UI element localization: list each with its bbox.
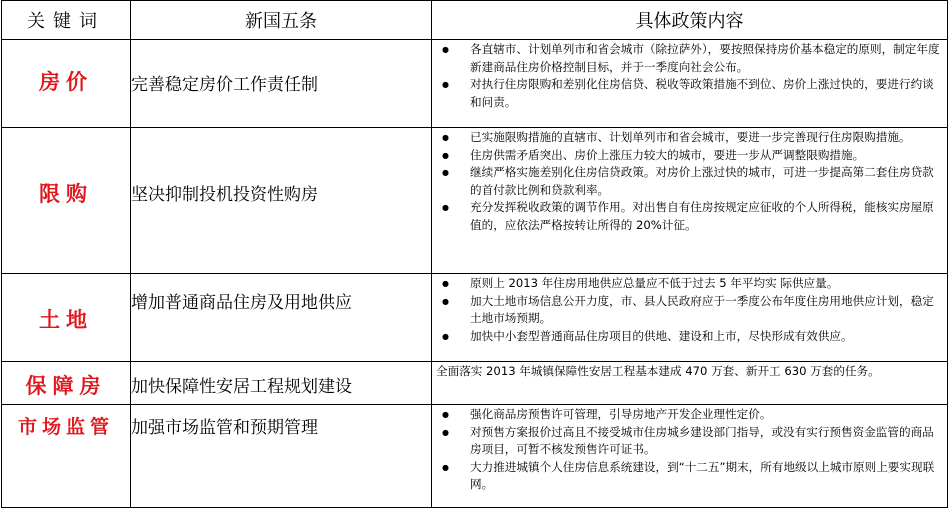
detail-cell xyxy=(432,362,948,405)
detail-item: ● 加大土地市场信息公开力度，市、县人民政府应于一季度公布年度住房用地供应计划，稳定土地市场预期。 xyxy=(432,293,947,328)
header-policy-detail: 具体政策内容 xyxy=(432,1,948,40)
header-row xyxy=(2,1,948,40)
detail-cell xyxy=(432,40,948,128)
detail-item: ● 各直辖市、计划单列市和省会城市（除拉萨外），要按照保持房价基本稳定的原则，制定年度新建商品住房价格控制目标，并于一季度向社会公布。 xyxy=(432,41,947,76)
keyword-cell xyxy=(2,128,131,274)
keyword-label: 市场监管 xyxy=(17,416,114,438)
measure-cell xyxy=(131,40,432,128)
detail-list xyxy=(432,41,947,111)
header-keyword: 关键词 xyxy=(2,1,131,40)
table-row xyxy=(2,128,948,274)
detail-item: ● 大力推进城镇个人住房信息系统建设，到“十二五”期末，所有地级以上城市原则上要实现联网。 xyxy=(432,459,947,494)
detail-cell xyxy=(432,128,948,274)
detail-list xyxy=(432,275,947,345)
detail-item: ● 加快中小套型普通商品住房项目的供地、建设和上市，尽快形成有效供应。 xyxy=(432,328,947,346)
measure-label: 加快保障性安居工程规划建设 xyxy=(131,377,352,397)
table-row xyxy=(2,362,948,405)
detail-item: ● 强化商品房预售许可管理，引导房地产开发企业理性定价。 xyxy=(432,406,947,424)
policy-table xyxy=(1,0,948,508)
table-row xyxy=(2,405,948,508)
table-row xyxy=(2,40,948,128)
table-row xyxy=(2,274,948,362)
measure-cell xyxy=(131,128,432,274)
detail-list xyxy=(432,406,947,494)
measure-cell xyxy=(131,274,432,362)
header-five-measures: 新国五条 xyxy=(131,1,432,40)
measure-label: 完善稳定房价工作责任制 xyxy=(131,75,318,95)
measure-label: 坚决抑制投机投资性购房 xyxy=(131,185,318,205)
measure-label: 加强市场监管和预期管理 xyxy=(131,418,318,438)
detail-cell xyxy=(432,274,948,362)
keyword-label: 房价 xyxy=(39,69,93,94)
detail-item: ● 已实施限购措施的直辖市、计划单列市和省会城市，要进一步完善现行住房限购措施。 xyxy=(432,129,947,147)
detail-cell xyxy=(432,405,948,508)
detail-item: ● 原则上 2013 年住房用地供应总量应不低于过去 5 年平均实 际供应量。 xyxy=(432,275,947,293)
measure-label: 增加普通商品住房及用地供应 xyxy=(131,293,352,313)
keyword-cell xyxy=(2,40,131,128)
detail-item: ● 对执行住房限购和差别化住房信贷、税收等政策措施不到位、房价上涨过快的，要进行约谈和问责。 xyxy=(432,76,947,111)
detail-item: ● 住房供需矛盾突出、房价上涨压力较大的城市，要进一步从严调整限购措施。 xyxy=(432,147,947,165)
detail-item: ● 对预售方案报价过高且不接受城市住房城乡建设部门指导，或没有实行预售资金监管的商品房项目，可暂不核发预售许可证书。 xyxy=(432,424,947,459)
detail-item: ● 充分发挥税收政策的调节作用。对出售自有住房按规定应征收的个人所得税，能核实房屋原值的，应依法严格按转让所得的 20%计征。 xyxy=(432,199,947,234)
measure-cell xyxy=(131,362,432,405)
keyword-label: 土地 xyxy=(39,307,93,332)
keyword-cell xyxy=(2,405,131,508)
detail-item: ● 继续严格实施差别化住房信贷政策。对房价上涨过快的城市，可进一步提高第二套住房贷款的首付款比例和贷款利率。 xyxy=(432,164,947,199)
detail-text: 全面落实 2013 年城镇保障性安居工程基本建成 470 万套、新开工 630 万套的任务。 xyxy=(436,364,880,378)
detail-list xyxy=(432,129,947,234)
keyword-cell xyxy=(2,362,131,405)
keyword-label: 保障房 xyxy=(25,373,107,398)
keyword-cell xyxy=(2,274,131,362)
keyword-label: 限购 xyxy=(39,181,93,206)
measure-cell xyxy=(131,405,432,508)
